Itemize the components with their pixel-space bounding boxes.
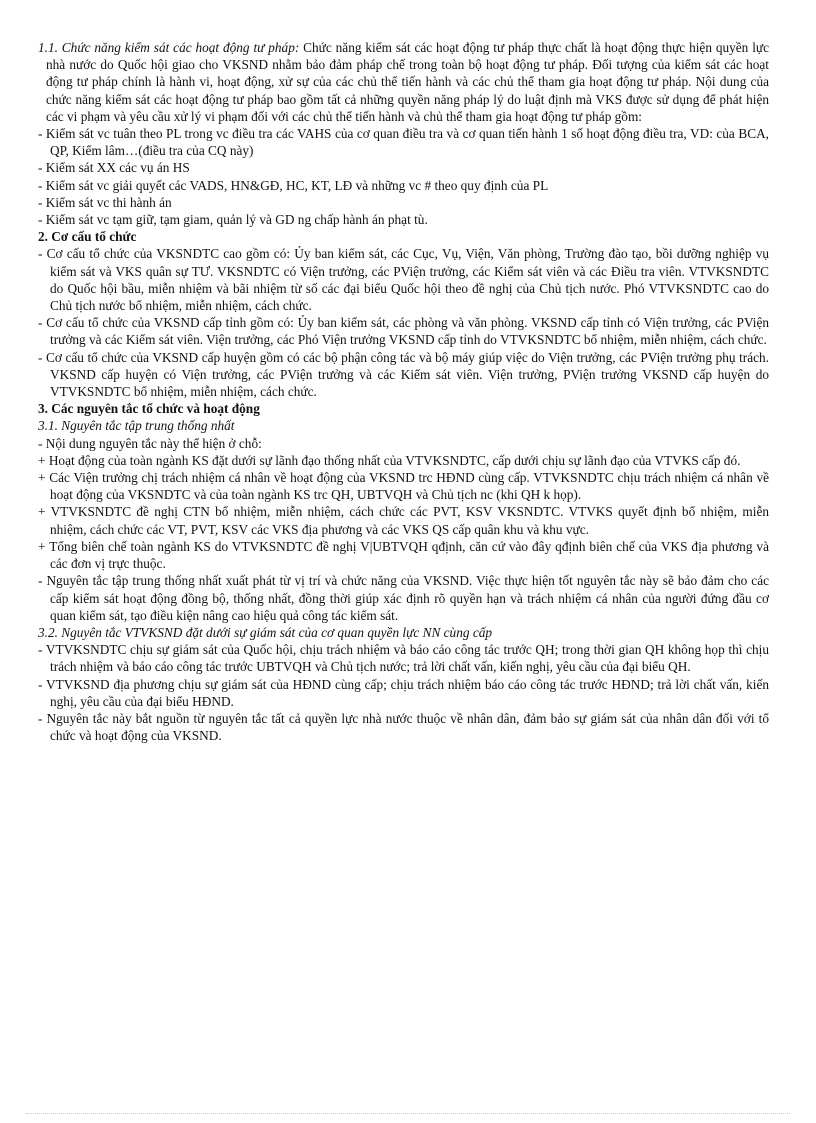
list-item: - Cơ cấu tổ chức của VKSND cấp huyện gồm có các bộ phận công tác và bộ máy giúp việc do Viện trưởng, các PViện trưởng phụ trách. VKSND cấp huyện có Viện trưởng, các PViện trưởng và các Kiểm sát viên. Viện trưởng, PViện trưởng VKSND cấp huyện do VTVKSNDTC bổ nhiệm, miễn nhiệm, cách chức. bbox=[38, 349, 769, 400]
list-item: - Kiểm sát vc tuân theo PL trong vc điều tra các VAHS của cơ quan điều tra và cơ quan tiến hành 1 số hoạt động điều tra, VD: của BCA, QP, Kiểm lâm…(điều tra của CQ này) bbox=[38, 126, 769, 159]
section-3-heading: 3. Các nguyên tắc tổ chức và hoạt động bbox=[38, 401, 260, 417]
page-bottom-divider bbox=[26, 1113, 790, 1114]
list-item: + Các Viện trưởng chị trách nhiệm cá nhân về hoạt động của VKSND trc HĐND cùng cấp. VTVKSNDTC chịu trách nhiệm cá nhân về hoạt động của VKSNDTC và của toàn ngành KS trc QH, UBTVQH và Chủ tịch nc (khi QH k họp). bbox=[38, 470, 769, 503]
section-3-2-heading: 3.2. Nguyên tắc VTVKSND đặt dưới sự giám sát của cơ quan quyền lực NN cùng cấp bbox=[38, 624, 493, 640]
list-item: - Kiểm sát vc thi hành án bbox=[38, 194, 172, 210]
section-3-1-heading: 3.1. Nguyên tắc tập trung thống nhất bbox=[38, 418, 235, 434]
section-1-1-title: 1.1. Chức năng kiểm sát các hoạt động tư pháp: bbox=[38, 40, 300, 55]
list-item: - Kiểm sát XX các vụ án HS bbox=[38, 160, 190, 176]
list-item: - Nguyên tắc tập trung thống nhất xuất phát từ vị trí và chức năng của VKSND. Việc thực hiện tốt nguyên tắc này sẽ bảo đảm cho các cấp kiểm sát hoạt động đồng bộ, thống nhất, đồng thời giúp xác định rõ quyền hạn và trách nhiệm cá nhân của người đứng đầu cơ quan kiểm sát, tạo điều kiện nâng cao hiệu quả công tác kiểm sát. bbox=[38, 573, 769, 623]
list-item: - Nội dung nguyên tắc này thể hiện ở chỗ: bbox=[38, 435, 262, 451]
list-item: - Cơ cấu tổ chức của VKSNDTC cao gồm có: Ủy ban kiểm sát, các Cục, Vụ, Viện, Văn phòng, Trường đào tạo, bồi dưỡng nghiệp vụ kiểm sát và VKS quân sự TƯ. VKSNDTC có Viện trưởng, các PViện trưởng, các Kiểm sát viên và các Điều tra viên. VTVKSNDTC do Quốc hội bầu, miễn nhiệm và bãi nhiệm từ số các đại biểu Quốc hội theo đề nghị của Chủ tịch nước. Phó VTVKSNDTC cao do Chủ tịch nước bổ nhiệm, miễn nhiệm, cách chức. bbox=[38, 246, 769, 314]
list-item: - Kiểm sát vc giải quyết các VADS, HN&GĐ, HC, KT, LĐ và những vc # theo quy định của PL bbox=[38, 177, 549, 193]
document-body bbox=[38, 39, 769, 744]
section-1-1-paragraph bbox=[38, 39, 769, 125]
list-item: - Nguyên tắc này bắt nguồn từ nguyên tắc tất cả quyền lực nhà nước thuộc về nhân dân, đảm bảo sự giám sát của nhân dân đối với tổ chức và hoạt động của VKSND. bbox=[38, 710, 769, 744]
section-1-1-text: Chức năng kiểm sát các hoạt động tư pháp thực chất là hoạt động thực hiện quyền lực nhà nước do Quốc hội giao cho VKSND nhằm bảo đảm pháp chế trong toàn bộ hoạt động tư pháp. Đối tượng của kiểm sát các hoạt động tư pháp chính là hành vi, hoạt động, xử sự của các chủ thể tiến hành và các chủ thể tham gia hoạt động tư pháp. Nội dung của chức năng kiểm sát các hoạt động tư pháp bao gồm tất cả những quyền năng pháp lý do luật định mà VKS được sử dụng để phát hiện các vi phạm và yêu cầu xử lý vi phạm đối với các chủ thể tiến hành và chủ thể tham gia hoạt động tư pháp gồm: bbox=[46, 40, 769, 124]
list-item: - VTVKSND địa phương chịu sự giám sát của HĐND cùng cấp; chịu trách nhiệm báo cáo công tác trước HĐND; trả lời chất vấn, kiến nghị, yêu cầu của đại biểu HĐND. bbox=[38, 676, 769, 709]
list-item: + Tổng biên chế toàn ngành KS do VTVKSNDTC đề nghị V|UBTVQH qđịnh, căn cứ vào đây qđịnh biên chế của VKS địa phương và các đơn vị trực thuộc. bbox=[38, 538, 769, 572]
list-item: - Kiểm sát vc tạm giữ, tạm giam, quản lý và GD ng chấp hành án phạt tù. bbox=[38, 212, 428, 228]
list-item: + Hoạt động của toàn ngành KS đặt dưới sự lãnh đạo thống nhất của VTVKSNDTC, cấp dưới chịu sự lãnh đạo của VTVKS cấp đó. bbox=[38, 452, 741, 468]
section-2-heading: 2. Cơ cấu tổ chức bbox=[38, 229, 137, 245]
list-item: - Cơ cấu tổ chức của VKSND cấp tỉnh gồm có: Ủy ban kiểm sát, các phòng và văn phòng. VKSND cấp tỉnh có Viện trưởng, các PViện trưởng và các Kiểm sát viên. Viện trưởng, các Phó Viện trưởng VKSND cấp tỉnh do VTVKSNDTC bổ nhiệm, miễn nhiệm, cách chức. bbox=[38, 315, 769, 348]
list-item: - VTVKSNDTC chịu sự giám sát của Quốc hội, chịu trách nhiệm và báo cáo công tác trước QH; trong thời gian QH không họp thì chịu trách nhiệm và báo cáo công tác trước UBTVQH và Chủ tịch nước; trả lời chất vấn, kiến nghị, yêu cầu của đại biểu QH. bbox=[38, 642, 769, 675]
list-item: + VTVKSNDTC đề nghị CTN bổ nhiệm, miễn nhiệm, cách chức các PVT, KSV VKSNDTC. VTVKS quyết định bổ nhiệm, miễn nhiệm, cách chức các VT, PVT, KSV các VKS địa phương và các VKS QS cấp quân khu và khu vực. bbox=[38, 504, 769, 537]
